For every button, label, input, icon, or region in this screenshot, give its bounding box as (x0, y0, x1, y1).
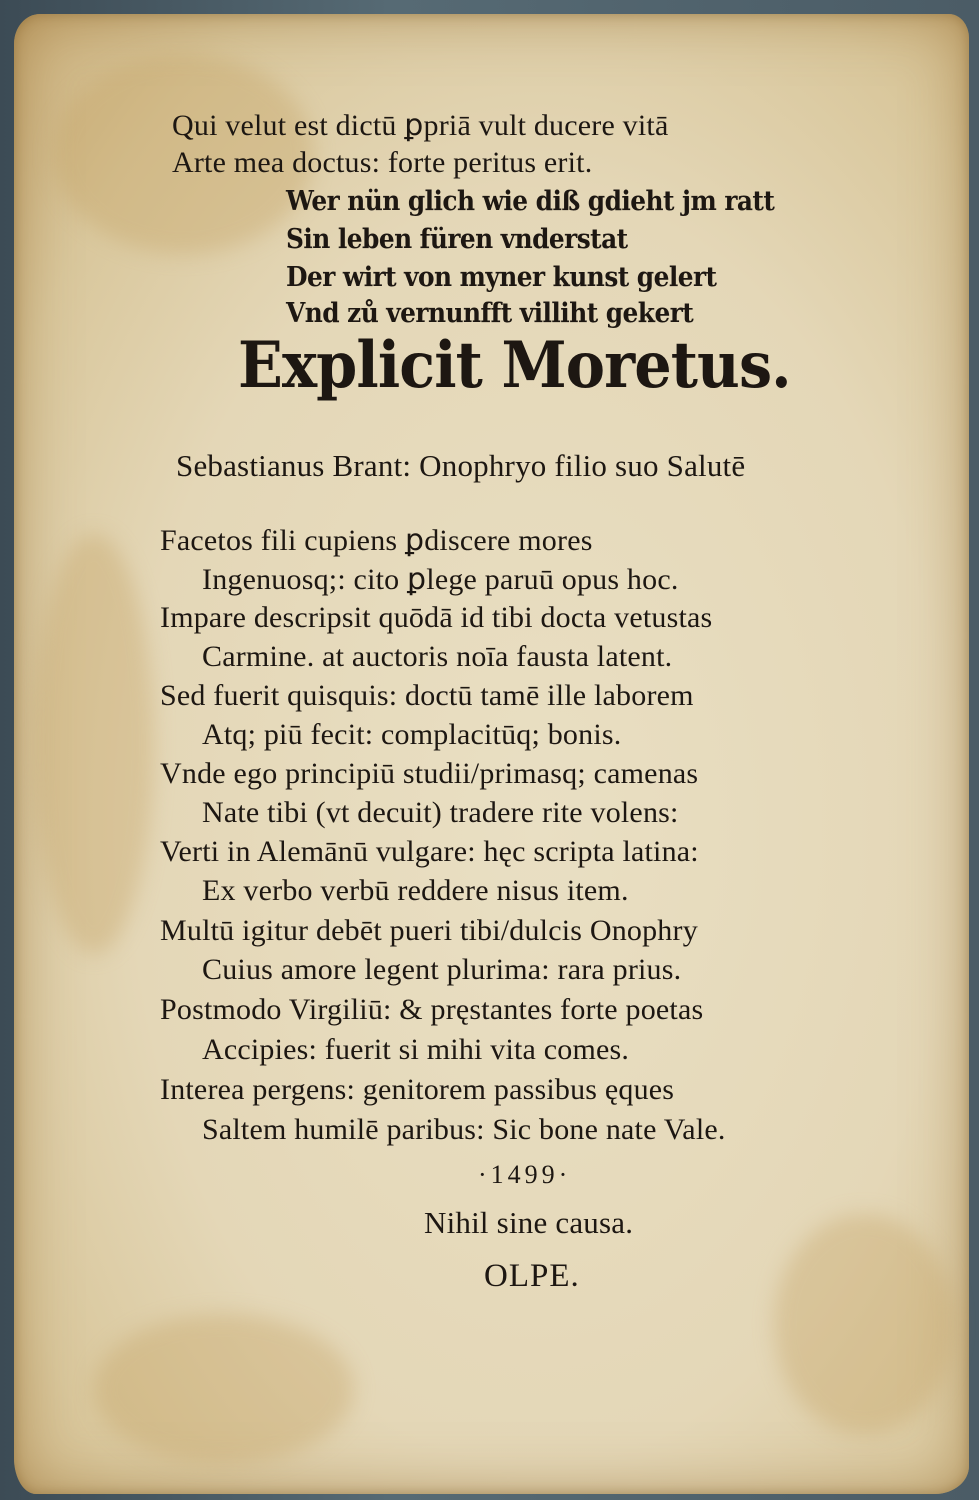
poem-line-3: Impare descripsit quōdā id tibi docta vetustas (160, 601, 713, 634)
poem-line-14: Accipies: fuerit si mihi vita comes. (202, 1033, 630, 1066)
poem-line-1: Facetos fili cupiens ꝑdiscere mores (160, 524, 593, 557)
poem-line-16: Saltem humilē paribus: Sic bone nate Vale. (202, 1113, 726, 1146)
german-verse-3: Der wirt von myner kunst gelert (286, 262, 717, 293)
poem-line-11: Multū igitur debēt pueri tibi/dulcis Onophry (160, 914, 698, 947)
top-verse-2: Arte mea doctus: forte peritus erit. (172, 146, 593, 179)
year-line: ·1499· (478, 1160, 572, 1189)
explicit-title: Explicit Moretus. (238, 328, 791, 403)
poem-line-5: Sed fuerit quisquis: doctū tamē ille laborem (160, 679, 694, 712)
poem-line-12: Cuius amore legent plurima: rara prius. (202, 953, 682, 986)
german-verse-2: Sin leben füren vnderstat (286, 224, 628, 255)
dedication-line: Sebastianus Brant: Onophryo filio suo Salutē (176, 448, 746, 483)
poem-line-9: Verti in Alemānū vulgare: hęc scripta latina: (160, 835, 699, 868)
german-verse-4: Vnd zů vernunfft villiht gekert (286, 298, 694, 329)
poem-line-10: Ex verbo verbū reddere nisus item. (202, 874, 629, 907)
poem-line-6: Atq; piū fecit: complacitūq; bonis. (202, 718, 622, 751)
poem-line-7: Vnde ego principiū studii/primasq; camenas (160, 757, 699, 790)
colophon-olpe: OLPE. (484, 1258, 580, 1294)
poem-line-4: Carmine. at auctoris noīa fausta latent. (202, 640, 673, 673)
poem-line-15: Interea pergens: genitorem passibus ęques (160, 1073, 675, 1106)
motto-line: Nihil sine causa. (424, 1205, 634, 1240)
poem-line-8: Nate tibi (vt decuit) tradere rite volens: (202, 796, 679, 829)
top-verse-1: Qui velut est dictū ꝑpriā vult ducere vitā (172, 109, 669, 142)
german-verse-1: Wer nün glich wie diß gdieht jm ratt (286, 186, 775, 217)
poem-line-13: Postmodo Virgiliū: & pręstantes forte poetas (160, 993, 704, 1026)
poem-line-2: Ingenuosq;: cito ꝑlege paruū opus hoc. (202, 563, 679, 596)
